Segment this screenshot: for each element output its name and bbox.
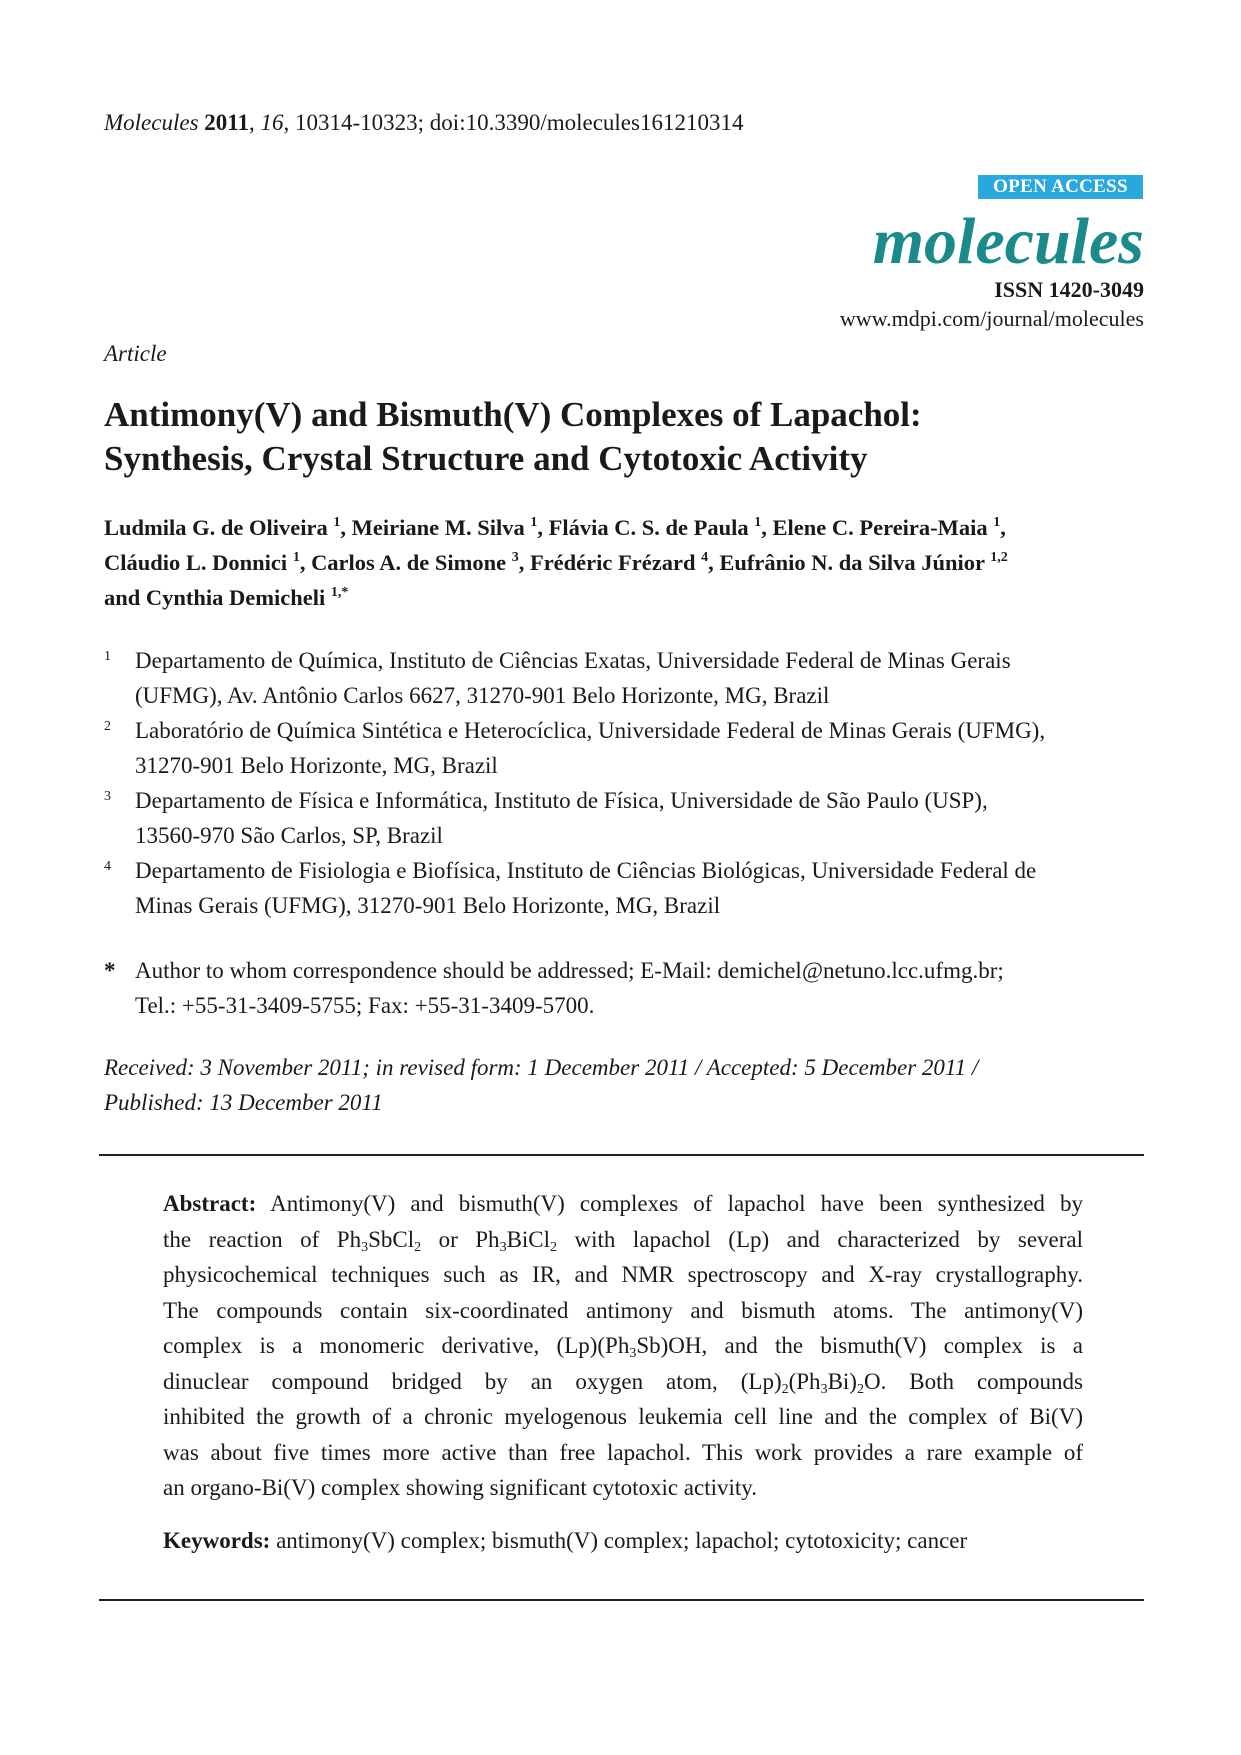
abstract-line — [163, 1328, 1083, 1364]
keywords — [163, 1528, 967, 1554]
abstract-text: O. Both compounds — [863, 1368, 1083, 1394]
correspondence-line-1: Author to whom correspondence should be addressed; E-Mail: demichel@netuno.lcc.ufmg.br; — [135, 958, 1004, 983]
abstract-line — [163, 1186, 1083, 1222]
abstract-text: Antimony(V) and bismuth(V) complexes of lapachol have been synthesized by — [270, 1191, 1084, 1216]
article-type: Article — [104, 341, 167, 366]
author: Flávia C. S. de Paula — [548, 515, 749, 540]
abstract-line: an organo-Bi(V) complex showing significant cytotoxic activity. — [163, 1475, 758, 1500]
abstract-text: (Ph — [788, 1368, 821, 1394]
affiliation — [104, 783, 1154, 853]
subscript: 2 — [781, 1381, 789, 1397]
abstract — [163, 1186, 1083, 1506]
author: Frédéric Frézard — [529, 550, 696, 575]
affiliation-line: (UFMG), Av. Antônio Carlos 6627, 31270-901 Belo Horizonte, MG, Brazil — [135, 683, 830, 708]
divider-bottom — [99, 1599, 1144, 1601]
affiliation-line: Departamento de Fisiologia e Biofísica, Instituto de Ciências Biológicas, Universidade Federal de — [135, 858, 1037, 883]
author-affiliation-mark: 3 — [511, 550, 519, 565]
subscript: 3 — [499, 1239, 507, 1255]
subscript: 3 — [361, 1239, 369, 1255]
citation-line: Molecules 2011, 16, 10314-10323; doi:10.3390/molecules161210314 — [104, 110, 744, 135]
citation-rest: , 10314-10323; doi:10.3390/molecules161210314 — [283, 110, 744, 135]
author: Carlos A. de Simone — [311, 550, 507, 575]
keywords-label: Keywords: — [163, 1528, 271, 1553]
abstract-text: with lapachol (Lp) and characterized by several — [557, 1226, 1084, 1252]
abstract-text: SbCl — [368, 1226, 415, 1252]
author-affiliation-mark: 1 — [754, 515, 762, 530]
journal-url[interactable]: www.mdpi.com/journal/molecules — [839, 306, 1144, 331]
subscript: 2 — [856, 1381, 864, 1397]
author: Elene C. Pereira-Maia — [772, 515, 988, 540]
title-line-2: Synthesis, Crystal Structure and Cytotoxic Activity — [104, 439, 868, 478]
author: Ludmila G. de Oliveira — [104, 515, 328, 540]
abstract-line: The compounds contain six-coordinated antimony and bismuth atoms. The antimony(V) — [163, 1297, 1083, 1323]
abstract-label: Abstract: — [163, 1191, 257, 1216]
author-affiliation-mark: 1,2 — [990, 550, 1008, 565]
abstract-line — [163, 1364, 1083, 1400]
abstract-text: the reaction of Ph — [163, 1226, 362, 1252]
affiliation-line: Laboratório de Química Sintética e Heterocíclica, Universidade Federal de Minas Gerais (UFMG), — [135, 718, 1046, 743]
author-affiliation-mark: 4 — [701, 550, 709, 565]
affiliation-line: Minas Gerais (UFMG), 31270-901 Belo Horizonte, MG, Brazil — [135, 893, 721, 918]
abstract-text: BiCl — [506, 1226, 551, 1252]
author-affiliation-mark: 1 — [530, 515, 538, 530]
author: Cláudio L. Donnici — [104, 550, 288, 575]
subscript: 3 — [629, 1346, 637, 1361]
open-access-badge: OPEN ACCESS — [978, 175, 1143, 199]
correspondence-marker: * — [104, 958, 116, 983]
author: Eufrânio N. da Silva Júnior — [719, 550, 985, 575]
affiliation-number: 1 — [104, 649, 111, 664]
abstract-line: physicochemical techniques such as IR, and NMR spectroscopy and X-ray crystallography. — [163, 1262, 1083, 1287]
correspondence — [104, 953, 1164, 1023]
abstract-text: complex is a monomeric derivative, (Lp)(Ph — [163, 1333, 630, 1358]
author-affiliation-mark: 1,* — [330, 585, 349, 600]
abstract-line — [163, 1222, 1083, 1258]
journal-logo: molecules — [872, 205, 1144, 278]
abstract-text: dinuclear compound bridged by an oxygen atom, (Lp) — [163, 1368, 782, 1394]
author-affiliation-mark: 1 — [292, 550, 300, 565]
issn: ISSN 1420-3049 — [994, 277, 1144, 302]
affiliation-line: 13560-970 São Carlos, SP, Brazil — [135, 823, 443, 848]
affiliation — [104, 713, 1154, 783]
author-affiliation-mark: 1 — [333, 515, 341, 530]
abstract-text: Bi) — [827, 1368, 857, 1394]
citation-year: 2011 — [204, 110, 249, 135]
correspondence-line-2: Tel.: +55-31-3409-5755; Fax: +55-31-3409-5700. — [135, 993, 595, 1018]
author: Meiriane M. Silva — [351, 515, 525, 540]
divider-top — [99, 1154, 1144, 1156]
abstract-text: Sb)OH, and the bismuth(V) complex is a — [636, 1333, 1083, 1358]
dates-line-1: Received: 3 November 2011; in revised form: 1 December 2011 / Accepted: 5 December 2011 / — [104, 1055, 979, 1080]
subscript: 2 — [414, 1239, 422, 1255]
affiliation — [104, 643, 1154, 713]
affiliation-number: 2 — [104, 719, 111, 734]
affiliation-line: 31270-901 Belo Horizonte, MG, Brazil — [135, 753, 498, 778]
abstract-line: inhibited the growth of a chronic myelogenous leukemia cell line and the complex of Bi(V) — [163, 1404, 1083, 1429]
affiliation — [104, 853, 1154, 923]
author-affiliation-mark: 1 — [993, 515, 1001, 530]
citation-volume: 16 — [260, 110, 284, 135]
abstract-line: was about five times more active than free lapachol. This work provides a rare example of — [163, 1439, 1083, 1465]
author: Cynthia Demicheli — [145, 585, 326, 610]
author-list: Ludmila G. de Oliveira $^1$, Meiriane M. Silva $^1$, Flávia C. S. de Paula $^1$, Elene C. Pereira-Maia $^1$, Cláudio L. Donnici $^1$, Carlos A. de Simone $^3$, Frédéric Frézard $^4$, Eufrânio N. da Silva Júnior $^{1,2}$ and Cynthia Demicheli $^{1,*}$ — [104, 515, 1008, 610]
affiliation-number: 4 — [104, 859, 111, 874]
subscript: 2 — [550, 1239, 558, 1255]
title-line-1: Antimony(V) and Bismuth(V) Complexes of Lapachol: — [104, 395, 922, 434]
keywords-text: antimony(V) complex; bismuth(V) complex; lapachol; cytotoxicity; cancer — [270, 1528, 968, 1553]
citation-journal: Molecules — [104, 110, 199, 135]
subscript: 3 — [820, 1381, 828, 1397]
dates-line-2: Published: 13 December 2011 — [104, 1090, 383, 1115]
abstract-text: or Ph — [421, 1226, 500, 1252]
paper-title — [104, 393, 1144, 481]
affiliation-line: Departamento de Química, Instituto de Ciências Exatas, Universidade Federal de Minas Gerais — [135, 648, 1011, 673]
publication-dates — [104, 1050, 978, 1120]
affiliation-line: Departamento de Física e Informática, Instituto de Física, Universidade de São Paulo (USP), — [135, 788, 988, 813]
affiliation-number: 3 — [104, 789, 111, 804]
